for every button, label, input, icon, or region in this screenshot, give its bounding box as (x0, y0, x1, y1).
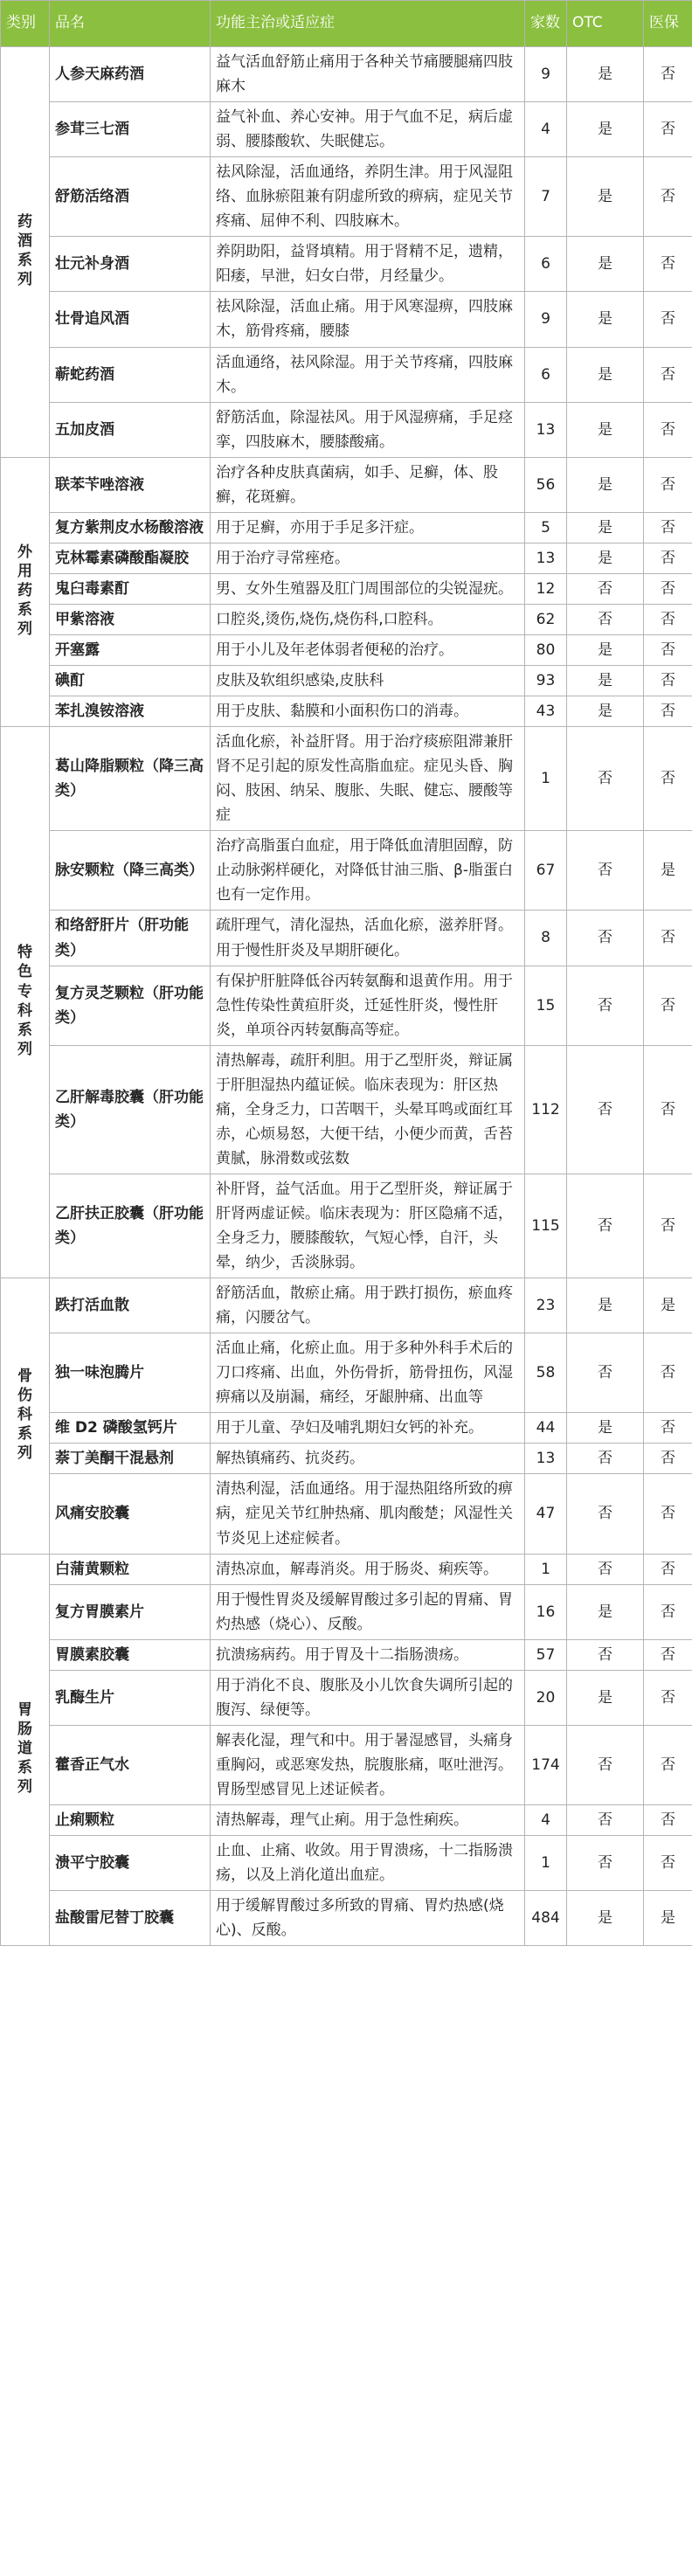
table-row (1, 47, 692, 102)
product-otc: 是 (567, 666, 644, 696)
product-insurance: 否 (644, 634, 692, 665)
product-insurance: 否 (644, 1639, 692, 1670)
product-function: 解热镇痛药、抗炎药。 (211, 1444, 525, 1474)
product-otc: 否 (567, 1725, 644, 1804)
product-insurance: 否 (644, 347, 692, 402)
category-cell (1, 727, 50, 1278)
product-count: 93 (525, 666, 567, 696)
product-otc: 否 (567, 604, 644, 634)
product-insurance: 否 (644, 573, 692, 604)
product-name: 藿香正气水 (50, 1725, 211, 1804)
product-count: 174 (525, 1725, 567, 1804)
product-count: 6 (525, 237, 567, 292)
table-row (1, 1413, 692, 1444)
product-function: 用于儿童、孕妇及哺乳期妇女钙的补充。 (211, 1413, 525, 1444)
product-name: 五加皮酒 (50, 402, 211, 457)
product-function: 用于小儿及年老体弱者便秘的治疗。 (211, 634, 525, 665)
product-name: 止痢颗粒 (50, 1805, 211, 1836)
product-otc: 是 (567, 47, 644, 102)
product-insurance: 否 (644, 157, 692, 237)
product-insurance: 否 (644, 1413, 692, 1444)
product-name: 壮元补身酒 (50, 237, 211, 292)
product-count: 12 (525, 573, 567, 604)
product-name: 和络舒肝片（肝功能类） (50, 911, 211, 966)
product-otc: 否 (567, 1444, 644, 1474)
header-otc: OTC (567, 1, 644, 47)
product-name: 盐酸雷尼替丁胶囊 (50, 1891, 211, 1946)
category-cell (1, 1554, 50, 1946)
product-count: 112 (525, 1045, 567, 1174)
product-function: 有保护肝脏降低谷丙转氨酶和退黄作用。用于急性传染性黄疸肝炎，迁延性肝炎，慢性肝炎，单项谷丙转氨酶高等症。 (211, 966, 525, 1045)
product-insurance: 是 (644, 831, 692, 911)
product-insurance: 否 (644, 1045, 692, 1174)
product-function: 治疗高脂蛋白血症，用于降低血清胆固醇，防止动脉粥样硬化，对降低甘油三脂、β-脂蛋白也有一定作用。 (211, 831, 525, 911)
category-cell (1, 47, 50, 458)
table-row (1, 102, 692, 157)
category-label: 骨伤科系列 (17, 1367, 32, 1462)
product-otc: 是 (567, 347, 644, 402)
product-function: 清热解毒，理气止痢。用于急性痢疾。 (211, 1805, 525, 1836)
product-insurance: 否 (644, 666, 692, 696)
product-insurance: 否 (644, 696, 692, 727)
product-otc: 否 (567, 1333, 644, 1413)
product-name: 乙肝解毒胶囊（肝功能类） (50, 1045, 211, 1174)
product-function: 补肝肾，益气活血。用于乙型肝炎，辩证属于肝肾两虚证候。临床表现为：肝区隐痛不适，全身乏力，腰膝酸软，气短心悸，自汗，头晕，纳少，舌淡脉弱。 (211, 1174, 525, 1278)
table-row (1, 573, 692, 604)
product-count: 4 (525, 102, 567, 157)
product-function: 益气补血、养心安神。用于气血不足，病后虚弱、腰膝酸软、失眠健忘。 (211, 102, 525, 157)
table-row (1, 1584, 692, 1639)
product-otc: 否 (567, 1836, 644, 1891)
product-name: 跌打活血散 (50, 1278, 211, 1333)
product-insurance: 否 (644, 1474, 692, 1554)
product-name: 开塞露 (50, 634, 211, 665)
table-row (1, 1805, 692, 1836)
product-insurance: 否 (644, 512, 692, 543)
product-insurance: 否 (644, 402, 692, 457)
table-row (1, 727, 692, 831)
product-insurance: 否 (644, 911, 692, 966)
product-name: 联苯苄唑溶液 (50, 457, 211, 512)
product-count: 1 (525, 1554, 567, 1584)
product-function: 祛风除湿，活血通络，养阴生津。用于风湿阻络、血脉瘀阻兼有阴虚所致的痹病，症见关节疼痛、屈伸不利、四肢麻木。 (211, 157, 525, 237)
product-otc: 否 (567, 1639, 644, 1670)
product-count: 1 (525, 727, 567, 831)
product-function: 解表化湿，理气和中。用于暑湿感冒，头痛身重胸闷，或恶寒发热，脘腹胀痛，呕吐泄泻。胃肠型感冒见上述证候者。 (211, 1725, 525, 1804)
table-row (1, 1474, 692, 1554)
product-function: 活血止痛，化瘀止血。用于多种外科手术后的刀口疼痛、出血，外伤骨折，筋骨扭伤，风湿痹痛以及崩漏，痛经，牙龈肿痛、出血等 (211, 1333, 525, 1413)
table-row (1, 1891, 692, 1946)
product-count: 6 (525, 347, 567, 402)
product-count: 44 (525, 1413, 567, 1444)
product-count: 4 (525, 1805, 567, 1836)
table-row (1, 831, 692, 911)
product-otc: 否 (567, 1474, 644, 1554)
header-count: 家数 (525, 1, 567, 47)
product-name: 蕲蛇药酒 (50, 347, 211, 402)
product-insurance: 是 (644, 1278, 692, 1333)
product-insurance: 否 (644, 47, 692, 102)
product-function: 用于消化不良、腹胀及小儿饮食失调所引起的腹泻、绿便等。 (211, 1670, 525, 1725)
product-otc: 是 (567, 457, 644, 512)
header-insurance: 医保 (644, 1, 692, 47)
product-function: 清热利湿，活血通络。用于湿热阻络所致的痹病，症见关节红肿热痛、肌肉酸楚；风湿性关节炎见上述症候者。 (211, 1474, 525, 1554)
product-insurance: 否 (644, 727, 692, 831)
product-name: 风痛安胶囊 (50, 1474, 211, 1554)
product-count: 1 (525, 1836, 567, 1891)
table-row (1, 1174, 692, 1278)
category-cell (1, 457, 50, 726)
product-otc: 否 (567, 1554, 644, 1584)
product-name: 苯扎溴铵溶液 (50, 696, 211, 727)
product-insurance: 否 (644, 1554, 692, 1584)
product-otc: 否 (567, 911, 644, 966)
product-function: 活血通络，祛风除湿。用于关节疼痛，四肢麻木。 (211, 347, 525, 402)
table-row (1, 1444, 692, 1474)
product-count: 16 (525, 1584, 567, 1639)
product-insurance: 否 (644, 1836, 692, 1891)
product-insurance: 否 (644, 102, 692, 157)
product-insurance: 是 (644, 1891, 692, 1946)
product-insurance: 否 (644, 1805, 692, 1836)
product-otc: 是 (567, 1670, 644, 1725)
product-otc: 是 (567, 1584, 644, 1639)
product-function: 活血化瘀，补益肝肾。用于治疗痰瘀阻滞兼肝肾不足引起的原发性高脂血症。症见头昏、胸闷、肢困、纳呆、腹胀、失眠、健忘、腰酸等症 (211, 727, 525, 831)
product-name: 甲紫溶液 (50, 604, 211, 634)
product-count: 13 (525, 402, 567, 457)
product-count: 47 (525, 1474, 567, 1554)
product-insurance: 否 (644, 1725, 692, 1804)
product-count: 62 (525, 604, 567, 634)
category-cell (1, 1278, 50, 1554)
product-name: 碘酊 (50, 666, 211, 696)
product-function: 舒筋活血，散瘀止痛。用于跌打损伤，瘀血疼痛，闪腰岔气。 (211, 1278, 525, 1333)
product-count: 9 (525, 292, 567, 347)
product-function: 用于足癣，亦用于手足多汗症。 (211, 512, 525, 543)
product-count: 9 (525, 47, 567, 102)
table-row (1, 1639, 692, 1670)
product-function: 用于慢性胃炎及缓解胃酸过多引起的胃痛、胃灼热感（烧心）、反酸。 (211, 1584, 525, 1639)
product-name: 鬼臼毒素酊 (50, 573, 211, 604)
product-insurance: 否 (644, 292, 692, 347)
product-count: 20 (525, 1670, 567, 1725)
table-row (1, 512, 692, 543)
product-function: 治疗各种皮肤真菌病，如手、足癣，体、股癣，花斑癣。 (211, 457, 525, 512)
product-name: 乙肝扶正胶囊（肝功能类） (50, 1174, 211, 1278)
product-function: 疏肝理气，清化湿热，活血化瘀，滋养肝肾。用于慢性肝炎及早期肝硬化。 (211, 911, 525, 966)
product-function: 舒筋活血，除湿祛风。用于风湿痹痛，手足痉挛，四肢麻木，腰膝酸痛。 (211, 402, 525, 457)
product-name: 脉安颗粒（降三高类） (50, 831, 211, 911)
table-row (1, 237, 692, 292)
product-otc: 是 (567, 1278, 644, 1333)
product-name: 舒筋活络酒 (50, 157, 211, 237)
product-otc: 否 (567, 727, 644, 831)
table-row (1, 1333, 692, 1413)
product-insurance: 否 (644, 1670, 692, 1725)
product-insurance: 否 (644, 604, 692, 634)
product-function: 皮肤及软组织感染,皮肤科 (211, 666, 525, 696)
product-otc: 是 (567, 543, 644, 573)
table-row (1, 1836, 692, 1891)
product-otc: 是 (567, 157, 644, 237)
product-name: 胃膜素胶囊 (50, 1639, 211, 1670)
product-name: 葛山降脂颗粒（降三高类） (50, 727, 211, 831)
category-label: 胃肠道系列 (17, 1700, 32, 1797)
table-row (1, 634, 692, 665)
table-body (1, 47, 692, 1946)
product-count: 7 (525, 157, 567, 237)
table-row (1, 1670, 692, 1725)
table-row (1, 1045, 692, 1174)
product-insurance: 否 (644, 1333, 692, 1413)
product-function: 清热解毒，疏肝利胆。用于乙型肝炎，辩证属于肝胆湿热内蕴证候。临床表现为：肝区热痛，全身乏力，口苦咽干，头晕耳鸣或面红耳赤，心烦易怒，大便干结，小便少而黄，舌苔黄腻，脉滑数或弦数 (211, 1045, 525, 1174)
product-count: 57 (525, 1639, 567, 1670)
table-row (1, 347, 692, 402)
product-count: 13 (525, 543, 567, 573)
product-insurance: 否 (644, 966, 692, 1045)
category-label: 药酒系列 (17, 212, 32, 288)
product-name: 参茸三七酒 (50, 102, 211, 157)
product-insurance: 否 (644, 237, 692, 292)
product-insurance: 否 (644, 1584, 692, 1639)
product-count: 23 (525, 1278, 567, 1333)
product-name: 克林霉素磷酸酯凝胶 (50, 543, 211, 573)
product-otc: 否 (567, 966, 644, 1045)
product-count: 67 (525, 831, 567, 911)
product-count: 5 (525, 512, 567, 543)
product-name: 萘丁美酮干混悬剂 (50, 1444, 211, 1474)
product-otc: 是 (567, 402, 644, 457)
product-function: 男、女外生殖器及肛门周围部位的尖锐湿疣。 (211, 573, 525, 604)
category-label: 特色专科系列 (17, 944, 32, 1058)
product-function: 祛风除湿，活血止痛。用于风寒湿痹，四肢麻木，筋骨疼痛，腰膝 (211, 292, 525, 347)
product-insurance: 否 (644, 543, 692, 573)
category-label: 外用药系列 (17, 543, 32, 639)
product-otc: 否 (567, 831, 644, 911)
table-row (1, 696, 692, 727)
product-function: 益气活血舒筋止痛用于各种关节痛腰腿痛四肢麻木 (211, 47, 525, 102)
product-function: 止血、止痛、收敛。用于胃溃疡，十二指肠溃疡，以及上消化道出血症。 (211, 1836, 525, 1891)
product-otc: 是 (567, 102, 644, 157)
product-otc: 是 (567, 237, 644, 292)
header-name: 品名 (50, 1, 211, 47)
table-row (1, 666, 692, 696)
product-insurance: 否 (644, 1444, 692, 1474)
product-otc: 是 (567, 696, 644, 727)
product-count: 56 (525, 457, 567, 512)
product-otc: 否 (567, 573, 644, 604)
product-function: 用于皮肤、黏膜和小面积伤口的消毒。 (211, 696, 525, 727)
header-row (1, 1, 692, 47)
product-otc: 是 (567, 512, 644, 543)
product-otc: 否 (567, 1045, 644, 1174)
product-name: 人参天麻药酒 (50, 47, 211, 102)
product-name: 独一味泡腾片 (50, 1333, 211, 1413)
product-function: 口腔炎,烫伤,烧伤,烧伤科,口腔科。 (211, 604, 525, 634)
product-function: 用于缓解胃酸过多所致的胃痛、胃灼热感(烧心)、反酸。 (211, 1891, 525, 1946)
table-row (1, 292, 692, 347)
product-otc: 是 (567, 1413, 644, 1444)
header-function: 功能主治或适应症 (211, 1, 525, 47)
product-function: 用于治疗寻常痤疮。 (211, 543, 525, 573)
table-row (1, 157, 692, 237)
product-insurance: 否 (644, 1174, 692, 1278)
product-insurance: 否 (644, 457, 692, 512)
table-row (1, 1278, 692, 1333)
product-count: 115 (525, 1174, 567, 1278)
table-row (1, 402, 692, 457)
table-row (1, 1554, 692, 1584)
product-name: 维 D2 磷酸氢钙片 (50, 1413, 211, 1444)
product-otc: 是 (567, 292, 644, 347)
table-row (1, 543, 692, 573)
table-row (1, 911, 692, 966)
product-name: 复方紫荆皮水杨酸溶液 (50, 512, 211, 543)
product-count: 43 (525, 696, 567, 727)
table-row (1, 1725, 692, 1804)
product-function: 清热凉血，解毒消炎。用于肠炎、痢疾等。 (211, 1554, 525, 1584)
product-function: 养阴助阳，益肾填精。用于肾精不足，遗精，阳痿，早泄，妇女白带，月经量少。 (211, 237, 525, 292)
product-count: 484 (525, 1891, 567, 1946)
product-otc: 否 (567, 1805, 644, 1836)
product-function: 抗溃疡病药。用于胃及十二指肠溃疡。 (211, 1639, 525, 1670)
product-otc: 是 (567, 1891, 644, 1946)
product-count: 13 (525, 1444, 567, 1474)
product-name: 溃平宁胶囊 (50, 1836, 211, 1891)
product-count: 80 (525, 634, 567, 665)
product-name: 白蒲黄颗粒 (50, 1554, 211, 1584)
product-name: 壮骨追风酒 (50, 292, 211, 347)
table-row (1, 457, 692, 512)
product-count: 8 (525, 911, 567, 966)
product-count: 58 (525, 1333, 567, 1413)
product-otc: 否 (567, 1174, 644, 1278)
product-otc: 是 (567, 634, 644, 665)
product-name: 乳酶生片 (50, 1670, 211, 1725)
header-category: 类别 (1, 1, 50, 47)
table-row (1, 604, 692, 634)
table-row (1, 966, 692, 1045)
product-name: 复方胃膜素片 (50, 1584, 211, 1639)
product-count: 15 (525, 966, 567, 1045)
product-name: 复方灵芝颗粒（肝功能类） (50, 966, 211, 1045)
